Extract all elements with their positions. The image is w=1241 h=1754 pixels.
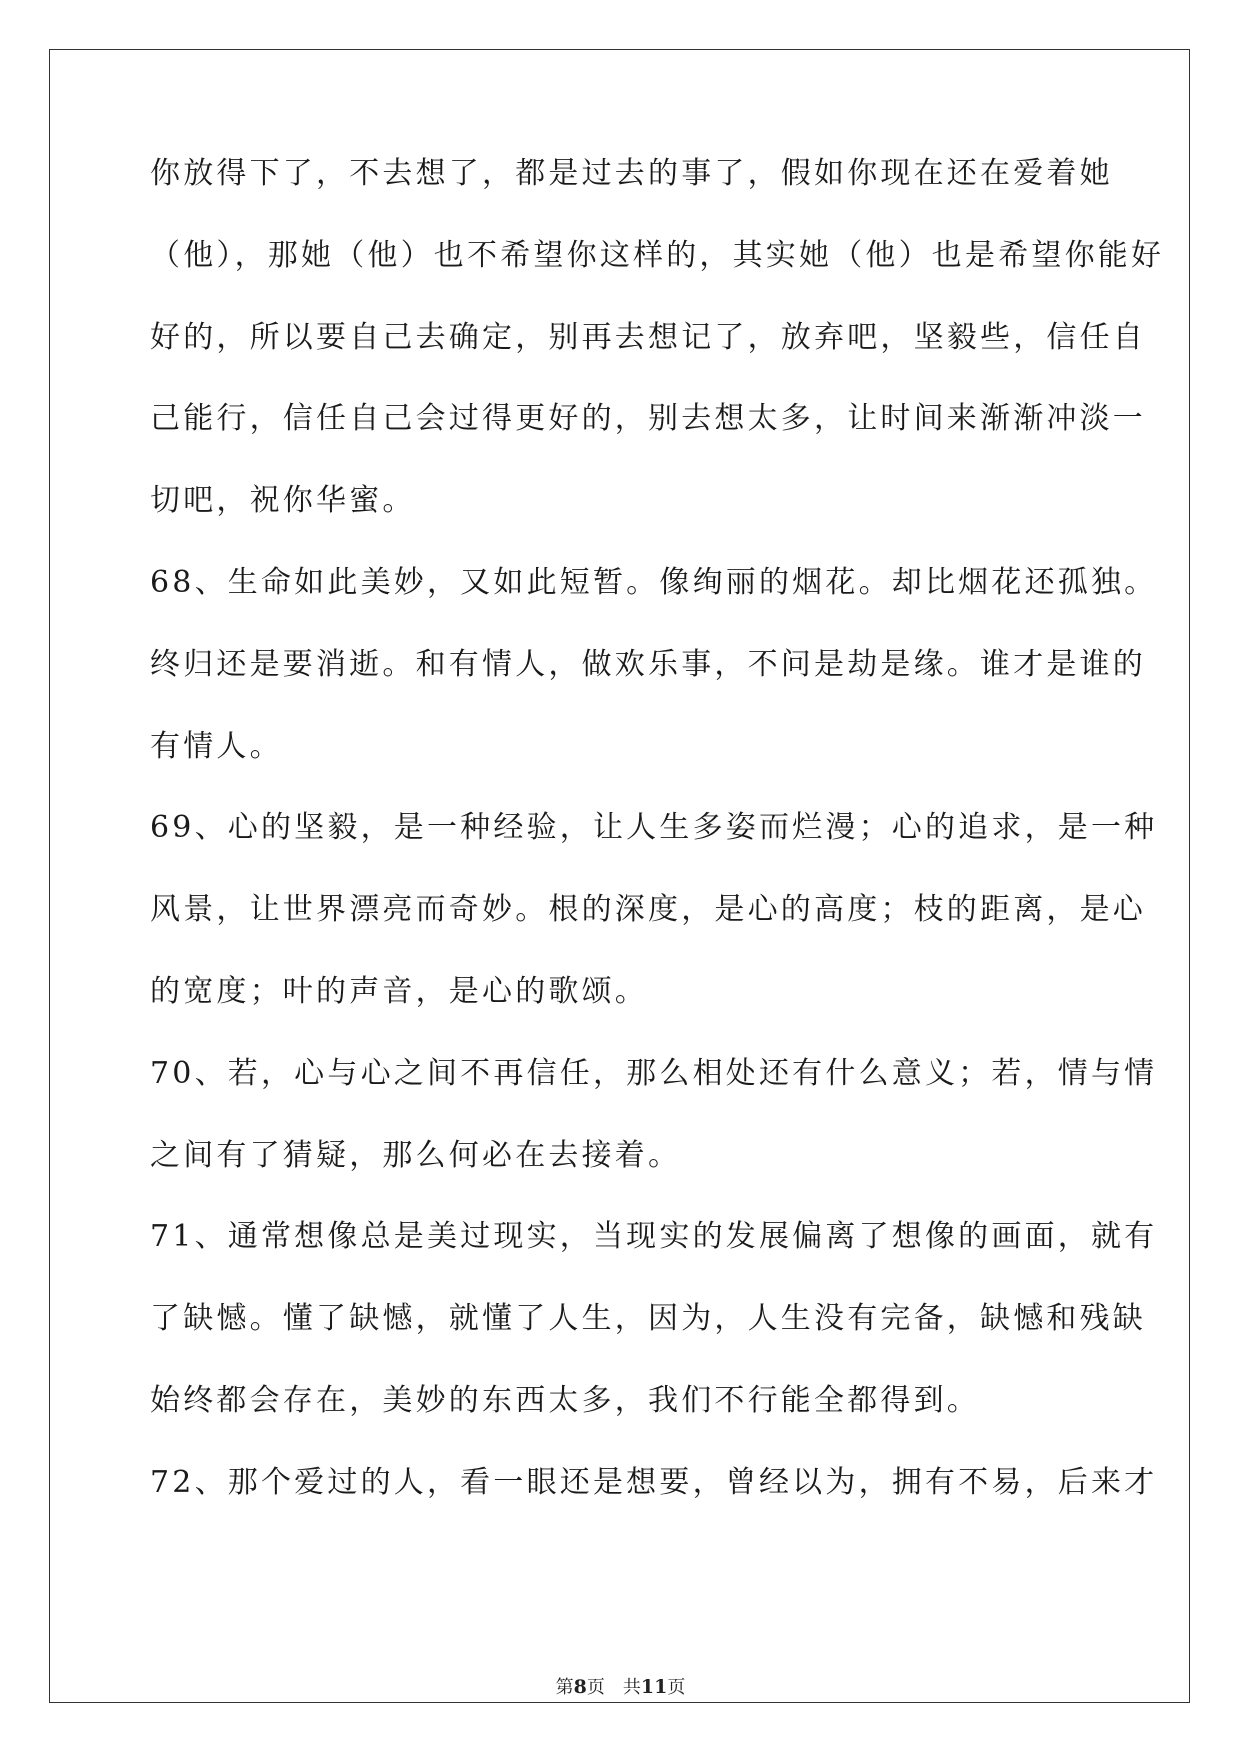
text-line: （他），那她（他）也不希望你这样的，其实她（他）也是希望你能好 — [150, 237, 1165, 273]
text-line: 你放得下了，不去想了，都是过去的事了，假如你现在还在爱着她 — [150, 156, 1113, 191]
text-line: 的宽度；叶的声音，是心的歌颂。 — [150, 973, 648, 1009]
total-page-count: 11 — [640, 1676, 668, 1698]
text-line: 有情人。 — [150, 728, 283, 764]
current-page-number: 8 — [573, 1676, 587, 1698]
text-line: 68、生命如此美妙，又如此短暂。像绚丽的烟花。却比烟花还孤独。 — [150, 564, 1158, 600]
footer-prefix: 第 — [555, 1677, 574, 1698]
text-line: 好的，所以要自己去确定，别再去想记了，放弃吧，坚毅些，信任自 — [150, 319, 1146, 355]
text-line: 风景，让世界漂亮而奇妙。根的深度，是心的高度；枝的距离，是心 — [150, 892, 1146, 928]
footer-page-suffix: 页 — [586, 1677, 605, 1698]
text-line: 之间有了猜疑，那么何必在去接着。 — [150, 1137, 682, 1173]
document-body — [150, 156, 1165, 1549]
text-line: 71、通常想像总是美过现实，当现实的发展偏离了想像的画面，就有 — [150, 1219, 1158, 1255]
text-line: 己能行，信任自己会过得更好的，别去想太多，让时间来渐渐冲淡一 — [150, 401, 1146, 437]
text-line: 72、那个爱过的人，看一眼还是想要，曾经以为，拥有不易，后来才 — [150, 1464, 1158, 1500]
text-line: 终归还是要消逝。和有情人，做欢乐事，不问是劫是缘。谁才是谁的 — [150, 646, 1146, 682]
text-line: 69、心的坚毅，是一种经验，让人生多姿而烂漫；心的追求，是一种 — [150, 810, 1158, 846]
text-line: 70、若，心与心之间不再信任，那么相处还有什么意义；若，情与情 — [150, 1055, 1158, 1091]
text-line: 始终都会存在，美妙的东西太多，我们不行能全都得到。 — [150, 1382, 980, 1418]
footer-total-suffix: 页 — [667, 1677, 686, 1698]
page-footer — [0, 1673, 1241, 1699]
footer-total-prefix: 共 — [622, 1677, 641, 1698]
text-line: 切吧，祝你华蜜。 — [150, 483, 416, 519]
text-line: 了缺憾。懂了缺憾，就懂了人生，因为，人生没有完备，缺憾和残缺 — [150, 1301, 1146, 1337]
